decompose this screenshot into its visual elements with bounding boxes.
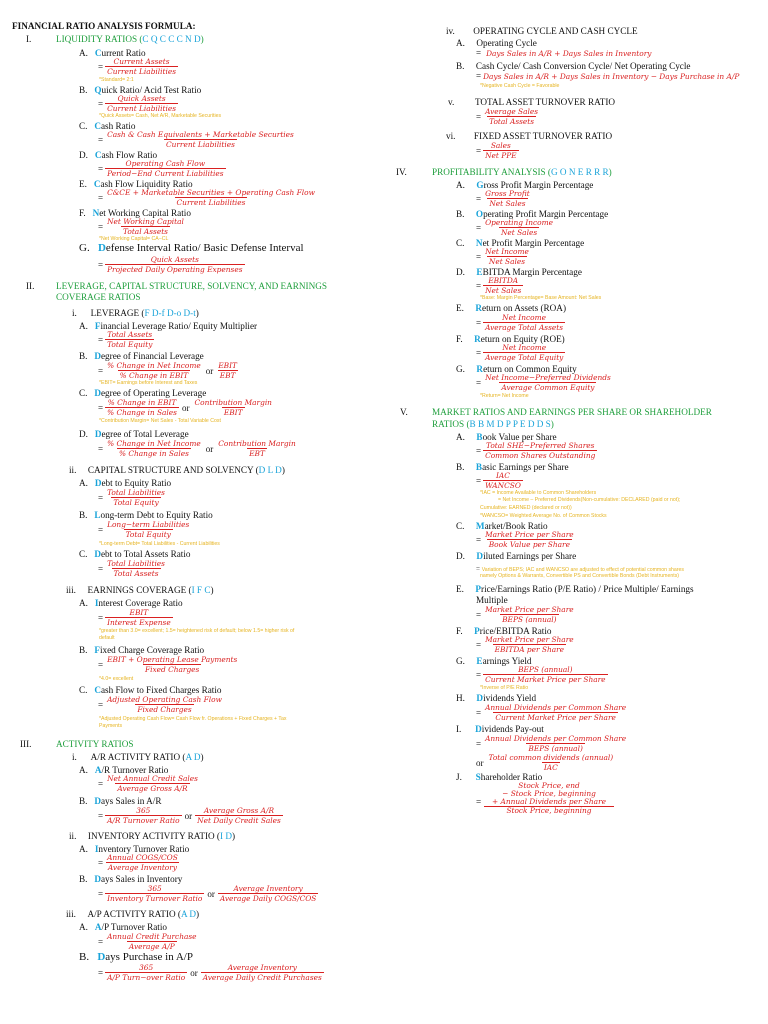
note: *WANCSO= Weighted Average No. of Common Stocks — [480, 513, 607, 519]
dividends-payout-formula-1: = $\frac{\text{Annual Dividends per Common Share}}{\text{BEPS (annual)}}$ — [476, 734, 627, 753]
cash-cycle-title: B. Cash Cycle/ Cash Conversion Cycle/ Net Operating Cycle — [456, 61, 691, 71]
pe-ratio-title-line2: Multiple — [476, 595, 508, 605]
days-purchase-ap-formula: = $\frac{365}{\text{A/P Turn−over Ratio}}$ or $\frac{\text{Average Inventory}}{\text{Average Daily Credit Purchases}}$ — [98, 963, 322, 982]
roce-title: G. Return on Common Equity — [456, 364, 577, 374]
dol-title: C. Degree of Operating Leverage — [79, 388, 207, 398]
shareholder-ratio-title: J. Shareholder Ratio — [456, 772, 543, 782]
roe-title: F. Return on Equity (ROE) — [456, 334, 565, 344]
note: Cumulative: EARNED (declared or not)) — [480, 505, 572, 511]
roa-title: E. Return on Assets (ROA) — [456, 303, 567, 313]
pe-ratio-title: E. Price/Earnings Ratio (P/E Ratio) / Price Multiple/ Earnings — [456, 584, 694, 594]
activity-heading: ACTIVITY RATIOS — [56, 739, 134, 749]
fixed-asset-turnover-formula: = $\frac{\text{Sales}}{\text{Net PPE}}$ — [476, 141, 517, 160]
cash-flow-ratio-formula: = $\frac{\text{Operating Cash Flow}}{\text{Period−End Current Liabilities}}$ — [98, 159, 224, 178]
ar-turnover-title: A. A/R Turnover Ratio — [79, 765, 169, 775]
liquidity-heading: LIQUIDITY RATIOS (C Q C C C N D) — [56, 34, 204, 44]
note: *Contribution Margin= Net Sales - Total Variable Cost — [99, 418, 221, 424]
market-ratios-heading-line2: RATIOS (B B M D P P E D D S) — [432, 419, 554, 429]
operating-profit-margin-formula: = $\frac{\text{Operating Income}}{\text{Net Sales}}$ — [476, 218, 554, 237]
current-ratio-title: A. Current Ratio — [79, 48, 146, 58]
note: *Quick Assets= Cash, Net A/R, Marketable Securities — [99, 113, 222, 119]
note: *Adjusted Operating Cash Flow= Cash Flow fr. Operations + Fixed Charges + Tax — [99, 716, 287, 722]
cash-flow-liquidity-formula: = $\frac{\text{C\&CE + Marketable Securities + Operating Cash Flow}}{\text{Current Liabilities}}$ — [98, 188, 315, 207]
document-title: FINANCIAL RATIO ANALYSIS FORMULA: — [12, 21, 196, 31]
ebitda-margin-title: D. EBITDA Margin Percentage — [456, 267, 582, 277]
equals-sign: = — [476, 797, 482, 807]
cf-fixed-charges-formula: = $\frac{\text{Adjusted Operating Cash Flow}}{\text{Fixed Charges}}$ — [98, 695, 222, 714]
section-number: II. — [26, 281, 35, 291]
inventory-activity-subheading: ii. INVENTORY ACTIVITY RATIO (I D) — [69, 831, 236, 841]
operating-cycle-subheading: iv. OPERATING CYCLE AND CASH CYCLE — [446, 26, 638, 36]
current-ratio-formula: = $\frac{\text{Current Assets}}{\text{Current Liabilities}}$ — [98, 57, 177, 76]
dtl-title: D. Degree of Total Leverage — [79, 429, 189, 439]
fixed-asset-turnover-subheading: vi. FIXED ASSET TURNOVER RATIO — [446, 131, 613, 141]
dfl-title: B. Degree of Financial Leverage — [79, 351, 204, 361]
cash-ratio-title: C. Cash Ratio — [79, 121, 136, 131]
debt-equity-formula: = $\frac{\text{Total Liabilities}}{\text{Total Equity}}$ — [98, 488, 165, 507]
leverage-heading-line1: LEVERAGE, CAPITAL STRUCTURE, SOLVENCY, AND EARNINGS — [56, 281, 327, 291]
price-ebitda-title: F. Price/EBITDA Ratio — [456, 626, 552, 636]
earnings-yield-title: G. Earnings Yield — [456, 656, 532, 666]
ap-activity-subheading: iii. A/P ACTIVITY RATIO (A D) — [66, 909, 200, 919]
note: = Net Income – Preferred Dividends(Non-cumulative: DECLARED (paid or not); — [498, 497, 681, 503]
dividends-yield-title: H. Dividends Yield — [456, 693, 537, 703]
cash-flow-liquidity-title: E. Cash Flow Liquidity Ratio — [79, 179, 193, 189]
market-book-title: C. Market/Book Ratio — [456, 521, 548, 531]
dtl-formula: = $\frac{\text{\% Change in Net Income}}{\text{\% Change in Sales}}$ or $\frac{\text{Contribution Margin}}{\text{EBT}}$ — [98, 439, 296, 458]
cf-fixed-charges-title: C. Cash Flow to Fixed Charges Ratio — [79, 685, 222, 695]
defense-interval-title: G. Defense Interval Ratio/ Basic Defense Interval — [79, 242, 304, 254]
note: *Return= Net Income — [480, 393, 529, 399]
note: *greater than 3.0= excellent; 1.5= heightened risk of default; below 1.5= higher risk of — [99, 628, 295, 634]
book-value-title: A. Book Value per Share — [456, 432, 557, 442]
profitability-heading: PROFITABILITY ANALYSIS (G O N E R R R) — [432, 167, 612, 177]
gross-profit-margin-title: A. Gross Profit Margin Percentage — [456, 180, 594, 190]
interest-coverage-title: A. Interest Coverage Ratio — [79, 598, 183, 608]
note: Payments — [99, 723, 123, 729]
leverage-heading-line2: COVERAGE RATIOS — [56, 292, 141, 302]
fixed-charge-formula: = $\frac{\text{EBIT + Operating Lease Payments}}{\text{Fixed Charges}}$ — [98, 655, 238, 674]
basic-eps-title: B. Basic Earnings per Share — [456, 462, 569, 472]
days-sales-ar-title: B. Days Sales in A/R — [79, 796, 162, 806]
debt-assets-formula: = $\frac{\text{Total Liabilities}}{\text{Total Assets}}$ — [98, 559, 165, 578]
note: *Inverse of P/E Ratio — [480, 685, 529, 691]
days-sales-inventory-formula: = $\frac{365}{\text{Inventory Turnover Ratio}}$ or $\frac{\text{Average Inventory}}{\text{Average Daily COGS/COS}}$ — [98, 884, 317, 903]
days-purchase-ap-title: B. Days Purchase in A/P — [79, 951, 193, 963]
dfl-formula: = $\frac{\text{\% Change in Net Income}}{\text{\% Change in EBIT}}$ or $\frac{\text{EBIT}}{\text{EBT}}$ — [98, 361, 237, 380]
debt-equity-title: A. Debt to Equity Ratio — [79, 478, 172, 488]
roe-formula: = $\frac{\text{Net Income}}{\text{Average Total Equity}}$ — [476, 343, 564, 362]
net-profit-margin-title: C. Net Profit Margin Percentage — [456, 238, 585, 248]
interest-coverage-formula: = $\frac{\text{EBIT}}{\text{Interest Expense}}$ — [98, 608, 171, 627]
diluted-eps-note-row: = Variation of BEPS; IAC and WANCSO are adjusted to effect of potential common shares — [476, 565, 685, 573]
lt-debt-equity-formula: = $\frac{\text{Long−term Liabilities}}{\text{Total Equity}}$ — [98, 520, 190, 539]
note: *EBIT= Earnings before Interest and Taxes — [99, 380, 198, 386]
diluted-eps-title: D. Diluted Earnings per Share — [456, 551, 577, 561]
earnings-coverage-subheading: iii. EARNINGS COVERAGE (I F C) — [66, 585, 214, 595]
ap-turnover-formula: = $\frac{\text{Annual Credit Purchase}}{\text{Average A/P}}$ — [98, 932, 197, 951]
leverage-subheading: i. LEVERAGE (F D-f D-o D-t) — [72, 308, 199, 318]
operating-profit-margin-title: B. Operating Profit Margin Percentage — [456, 209, 609, 219]
quick-ratio-title: B. Quick Ratio/ Acid Test Ratio — [79, 85, 202, 95]
basic-eps-formula: = $\frac{\text{IAC}}{\text{WANCSO}}$ — [476, 471, 521, 490]
roa-formula: = $\frac{\text{Net Income}}{\text{Average Total Assets}}$ — [476, 313, 564, 332]
dividends-payout-title: I. Dividends Pay-out — [456, 724, 544, 734]
days-sales-inventory-title: B. Days Sales in Inventory — [79, 874, 183, 884]
roce-formula: = $\frac{\text{Net Income−Preferred Dividends}}{\text{Average Common Equity}}$ — [476, 373, 611, 392]
financial-leverage-formula: = $\frac{\text{Total Assets}}{\text{Total Equity}}$ — [98, 330, 153, 349]
note: *Negative Cash Cycle = Favorable — [480, 83, 560, 89]
dividends-yield-formula: = $\frac{\text{Annual Dividends per Common Share}}{\text{Current Market Price per Share}}$ — [476, 703, 627, 722]
note: *Long-term Debt= Total Liabilities - Current Liabilities — [99, 541, 220, 547]
defense-interval-formula: = $\frac{\text{Quick Assets}}{\text{Projected Daily Operating Expenses}}$ — [98, 255, 243, 274]
price-ebitda-formula: = $\frac{\text{Market Price per Share}}{\text{EBITDA per Share}}$ — [476, 635, 574, 654]
cash-flow-ratio-title: D. Cash Flow Ratio — [79, 150, 158, 160]
note: Variation of BEPS; IAC and WANCSO are adjusted to effect of potential common shares — [481, 567, 685, 573]
nwc-ratio-title: F. Net Working Capital Ratio — [79, 208, 191, 218]
section-number: I. — [26, 34, 32, 44]
note: default — [99, 635, 115, 641]
financial-leverage-title: A. Financial Leverage Ratio/ Equity Multiplier — [79, 321, 258, 331]
earnings-yield-formula: = $\frac{\text{BEPS (annual)}}{\text{Current Market Price per Share}}$ — [476, 665, 606, 684]
section-number: IV. — [396, 167, 407, 177]
net-profit-margin-formula: = $\frac{\text{Net Income}}{\text{Net Sales}}$ — [476, 247, 529, 266]
capital-structure-subheading: ii. CAPITAL STRUCTURE AND SOLVENCY (D L D) — [69, 465, 285, 475]
note: *Base: Margin Percentage= Base Amount: Net Sales — [480, 295, 602, 301]
quick-ratio-formula: = $\frac{\text{Quick Assets}}{\text{Current Liabilities}}$ — [98, 94, 177, 113]
debt-assets-title: C. Debt to Total Assets Ratio — [79, 549, 191, 559]
operating-cycle-title: A. Operating Cycle — [456, 38, 537, 48]
shareholder-ratio-formula: Stock Price, end − Stock Price, beginning + Annual Dividends per Share Stock Price, beginning — [484, 782, 614, 815]
pe-ratio-formula: = $\frac{\text{Market Price per Share}}{\text{BEPS (annual)}}$ — [476, 605, 574, 624]
note: *IAC = Income Available to Common Shareholders — [480, 490, 597, 496]
fixed-charge-title: B. Fixed Charge Coverage Ratio — [79, 645, 205, 655]
inventory-turnover-title: A. Inventory Turnover Ratio — [79, 844, 190, 854]
ebitda-margin-formula: = $\frac{\text{EBITDA}}{\text{Net Sales}}$ — [476, 276, 522, 295]
note: namely Options & Warrants, Convertible PS and Convertible Bonds (Debt Instruments) — [480, 573, 680, 579]
dol-formula: = $\frac{\text{\% Change in EBIT}}{\text{\% Change in Sales}}$ or $\frac{\text{Contribution Margin}}{\text{EBIT}}$ — [98, 398, 272, 417]
nwc-ratio-formula: = $\frac{\text{Net Working Capital}}{\text{Total Assets}}$ — [98, 217, 184, 236]
note: *4.0= excellent — [99, 676, 134, 682]
total-asset-turnover-formula: = $\frac{\text{Average Sales}}{\text{Total Assets}}$ — [476, 107, 539, 126]
note: *Net Working Capital= CA−CL — [99, 236, 169, 242]
days-sales-ar-formula: = $\frac{365}{\text{A/R Turnover Ratio}}$ or $\frac{\text{Average Gross A/R}}{\text{Net Daily Credit Sales}}$ — [98, 806, 281, 825]
ar-turnover-formula: = $\frac{\text{Net Annual Credit Sales}}{\text{Average Gross A/R}}$ — [98, 774, 198, 793]
market-ratios-heading-line1: MARKET RATIOS AND EARNINGS PER SHARE OR SHAREHOLDER — [432, 407, 712, 417]
total-asset-turnover-subheading: v. TOTAL ASSET TURNOVER RATIO — [448, 97, 616, 107]
section-number: V. — [400, 407, 408, 417]
cash-ratio-formula: = $\frac{\text{Cash \& Cash Equivalents + Marketable Securties}}{\text{Current Liabilities}}$ — [98, 130, 294, 149]
lt-debt-equity-title: B. Long-term Debt to Equity Ratio — [79, 510, 213, 520]
gross-profit-margin-formula: = $\frac{\text{Gross Profit}}{\text{Net Sales}}$ — [476, 189, 530, 208]
section-number: III. — [20, 739, 32, 749]
note: *Standard= 2:1 — [99, 77, 134, 83]
book-value-formula: = $\frac{\text{Total SHE−Preferred Shares}}{\text{Common Shares Outstanding}}$ — [476, 441, 596, 460]
inventory-turnover-formula: = $\frac{\text{Annual COGS/COS}}{\text{Average Inventory}}$ — [98, 853, 178, 872]
cash-cycle-formula: = Days Sales in A/R + Days Sales in Inventory − Days Purchase in A/P — [476, 71, 740, 81]
ar-activity-subheading: i. A/R ACTIVITY RATIO (A D) — [72, 752, 204, 762]
market-book-formula: = $\frac{\text{Market Price per Share}}{\text{Book Value per Share}}$ — [476, 530, 574, 549]
dividends-payout-formula-2: or $\frac{\text{Total common dividends (annual)}}{\text{IAC}}$ — [476, 753, 614, 772]
ap-turnover-title: A. A/P Turnover Ratio — [79, 922, 167, 932]
operating-cycle-formula: = Days Sales in A/R + Days Sales in Inventory — [476, 48, 652, 58]
